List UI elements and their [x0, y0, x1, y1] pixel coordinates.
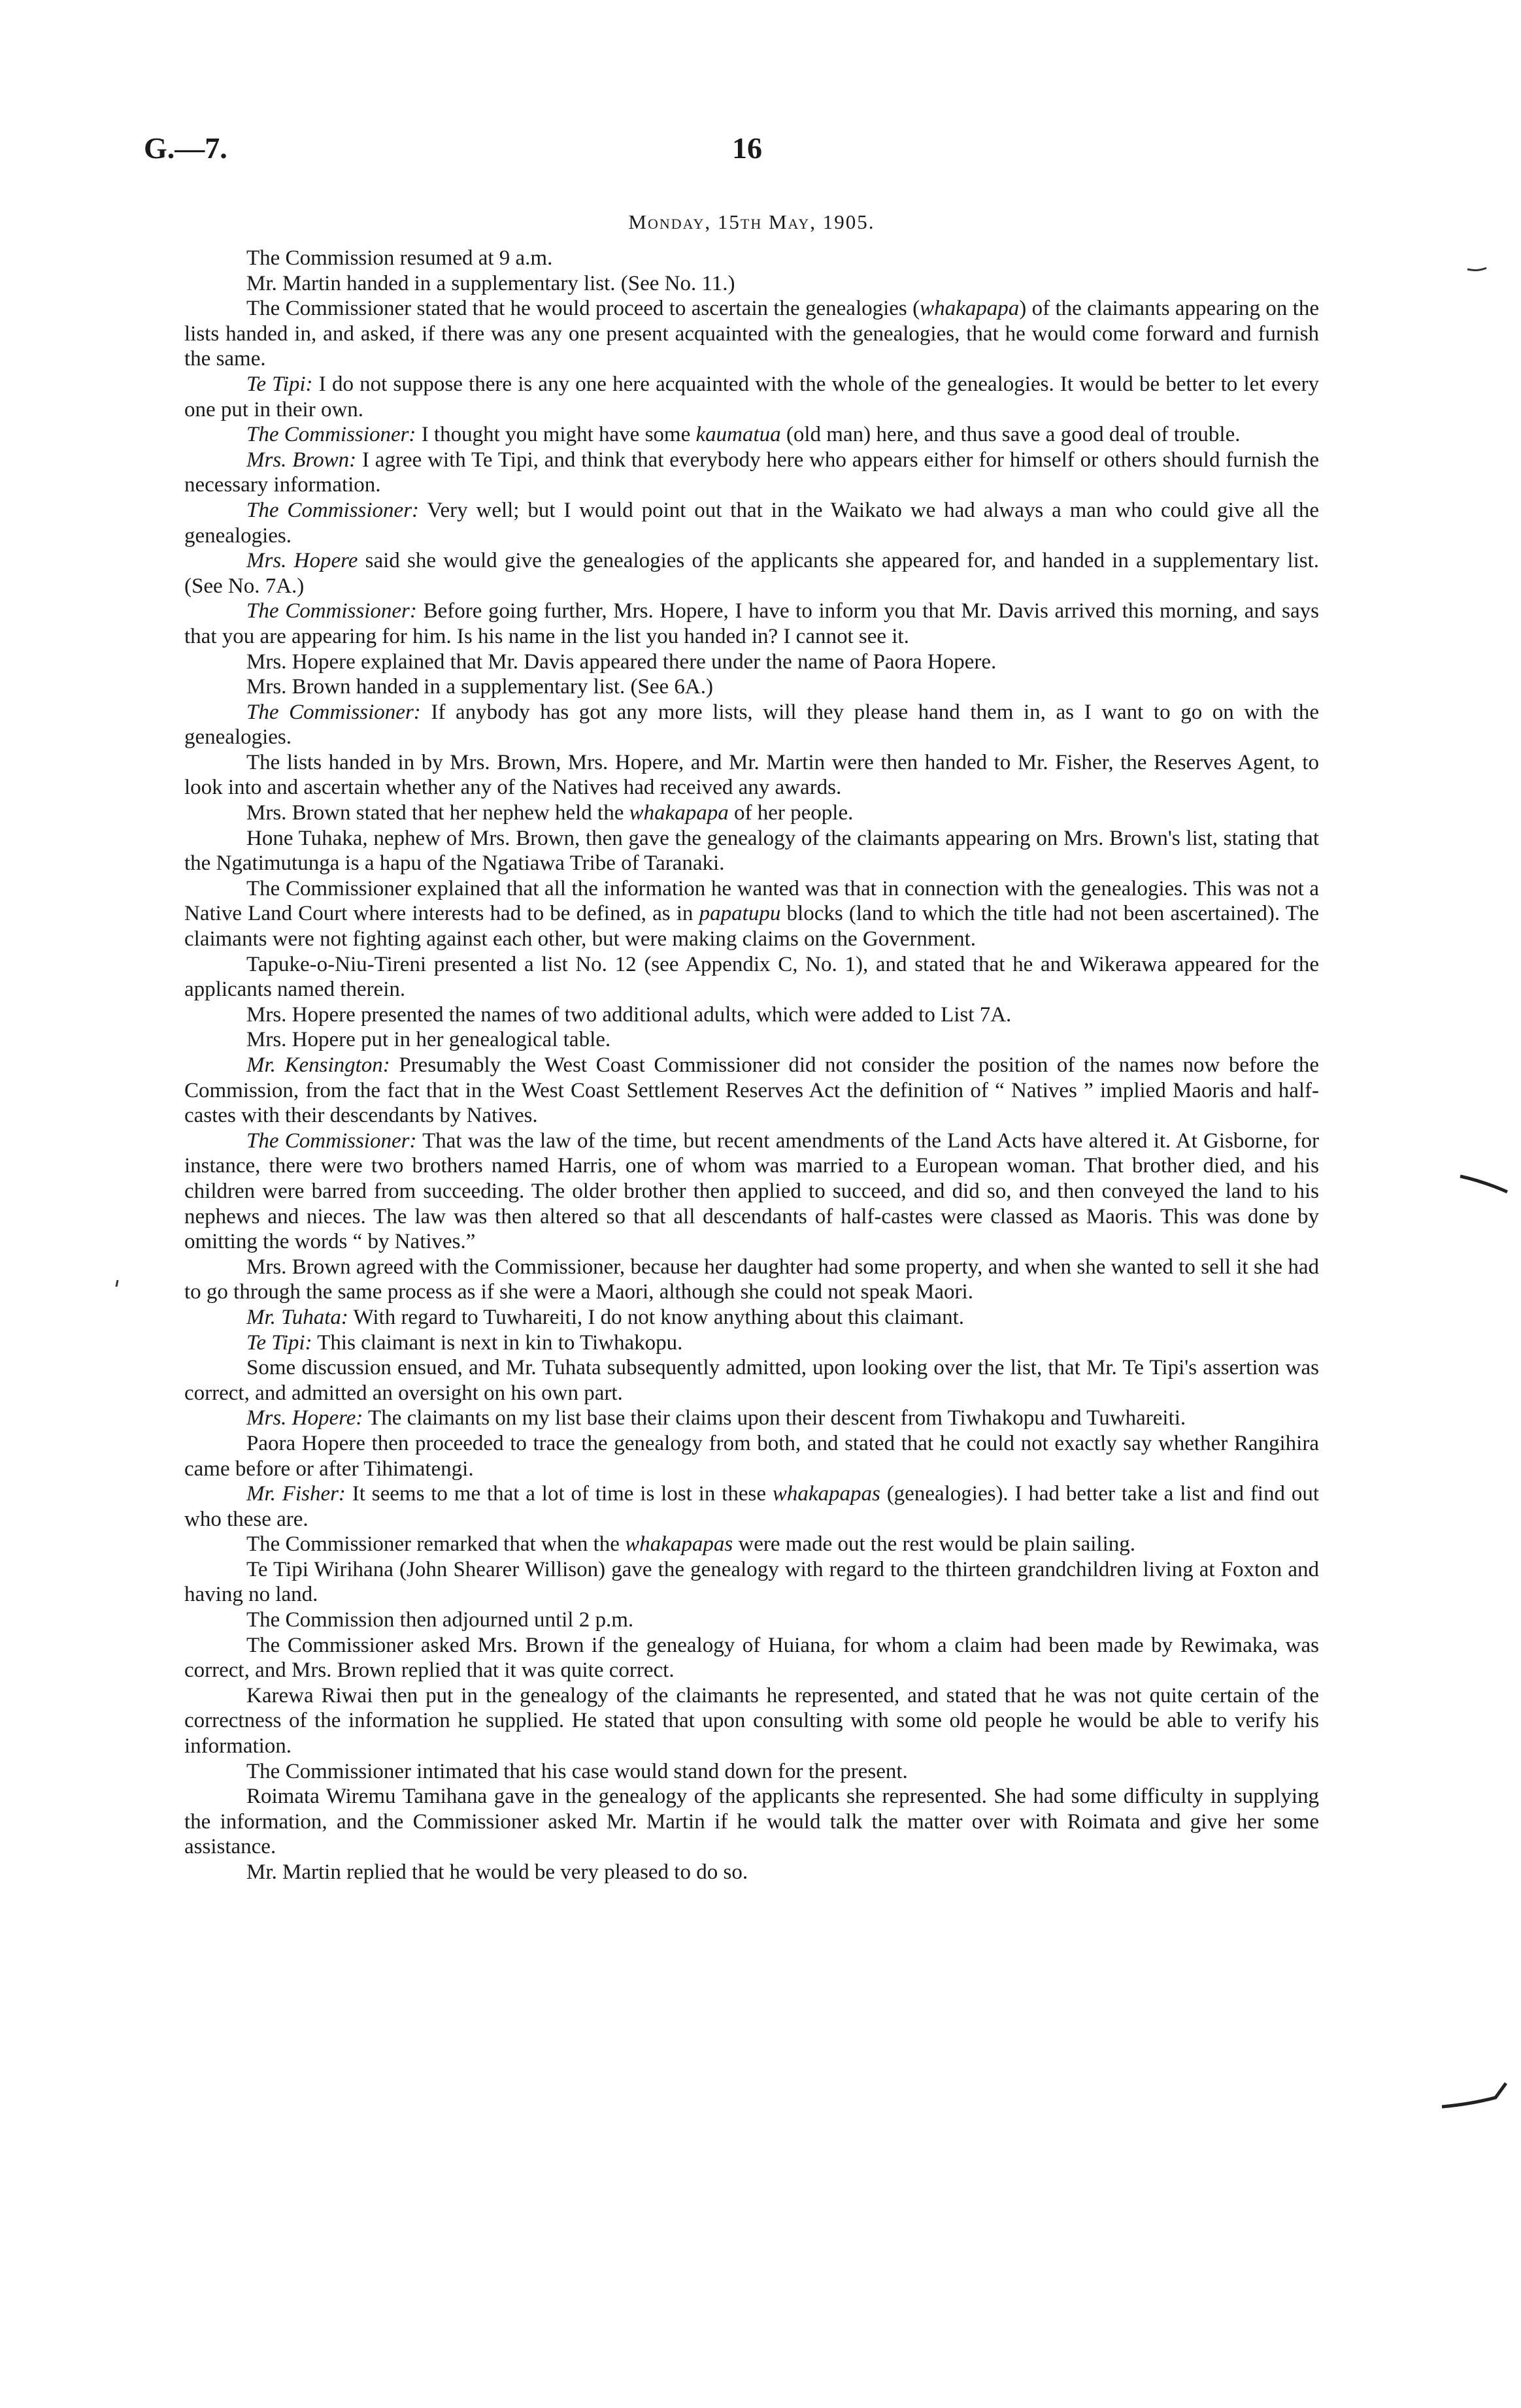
- paragraph: [184, 1002, 1319, 1028]
- paragraph: [184, 1481, 1319, 1532]
- speaker-name: Te Tipi:: [246, 1330, 312, 1355]
- speaker-name: The Commissioner:: [246, 599, 417, 623]
- paragraph: [184, 1330, 1319, 1356]
- paragraph-text: The Commissioner asked Mrs. Brown if the genealogy of Huiana, for whom a claim had been made by Rewimaka, was correct, and Mrs. Brown replied that it was quite correct.: [184, 1633, 1319, 1683]
- paragraph: [184, 1431, 1319, 1481]
- maori-term: papatupu: [699, 902, 781, 926]
- paragraph: [184, 1557, 1319, 1608]
- paragraph: [184, 1683, 1319, 1759]
- margin-mark-icon: [1438, 2078, 1510, 2117]
- paragraph: [184, 1053, 1319, 1129]
- paragraph-text: Mrs. Brown agreed with the Commissioner, because her daughter had some property, and when she wanted to sell it she had to go through the same process as if she were a Maori, although she could not speak Maori.: [184, 1255, 1319, 1304]
- speaker-name: Mr. Tuhata:: [246, 1305, 348, 1329]
- paragraph-text: The Commissioner remarked that when the: [246, 1532, 626, 1557]
- paragraph: [184, 800, 1319, 826]
- paragraph: [184, 750, 1319, 800]
- paragraph: [184, 599, 1319, 649]
- speaker-name: Te Tipi:: [246, 372, 313, 396]
- paragraph-text: With regard to Tuwhareiti, I do not know anything about this claimant.: [348, 1305, 964, 1329]
- paragraph-text: The claimants on my list base their claims upon their descent from Tiwhakopu and Tuwhareiti.: [363, 1406, 1186, 1430]
- page-header: [144, 131, 1386, 183]
- paragraph-text: If anybody has got any more lists, will they please hand them in, as I want to go on with the genealogies.: [184, 700, 1319, 750]
- page-number: 16: [732, 131, 762, 165]
- maori-term: kaumatua: [695, 423, 781, 447]
- paragraph-text: The Commission then adjourned until 2 p.m.: [246, 1608, 634, 1632]
- paragraph: [184, 422, 1319, 448]
- paragraph-text: The Commissioner stated that he would proceed to ascertain the genealogies (: [246, 297, 920, 321]
- date-heading: Monday, 15th May, 1905.: [628, 210, 875, 233]
- paragraph: [184, 1027, 1319, 1053]
- paragraph: [184, 296, 1319, 372]
- paragraph-text: Tapuke-o-Niu-Tireni presented a list No. 12 (see Appendix C, No. 1), and stated that he and Wikerawa appeared for the applicants named therein.: [184, 952, 1319, 1002]
- paragraph: [184, 548, 1319, 599]
- paragraph: [184, 372, 1319, 422]
- paragraph-text: That was the law of the time, but recent amendments of the Land Acts have altered it. At Gisborne, for instance, there were two brothers named Harris, one of whom was married to a European woman. That brother died, and his children were barred from succeeding. The older brother then applied to succeed, and did so, and then conveyed the land to his nephews and nieces. The law was then altered so that all descendants of half-castes were classed as Maoris. This was done by omitting the words “ by Natives.”: [184, 1129, 1319, 1254]
- paragraph: [184, 650, 1319, 675]
- document-body: [184, 210, 1319, 1885]
- maori-term: whakapapas: [625, 1532, 733, 1557]
- paragraph-text: Karewa Riwai then put in the genealogy of the claimants he represented, and stated that he was not quite certain of the correctness of the information he supplied. He stated that upon consulting with some old people he would be able to verify his information.: [184, 1683, 1319, 1758]
- paragraph: [184, 674, 1319, 700]
- paragraph-text: Mrs. Brown stated that her nephew held the: [246, 801, 629, 825]
- speaker-name: The Commissioner:: [246, 498, 420, 522]
- paragraph-text: blocks (land to which the title had not been ascertained). The claimants were not fighting against each other, but were making claims on the Government.: [184, 902, 1319, 951]
- maori-term: whakapapa: [920, 297, 1020, 321]
- margin-mark-icon: [1464, 255, 1490, 281]
- paragraph-text: of her people.: [728, 801, 854, 825]
- speaker-name: The Commissioner:: [246, 1129, 417, 1153]
- maori-term: whakapapa: [629, 801, 729, 825]
- paragraph: [184, 1532, 1319, 1557]
- paragraph: [184, 1784, 1319, 1860]
- paragraph: [184, 1860, 1319, 1885]
- paragraph: [184, 876, 1319, 952]
- paragraph-text: It seems to me that a lot of time is lost in these: [345, 1482, 773, 1506]
- paragraph: [184, 1305, 1319, 1330]
- document-reference: G.—7.: [144, 131, 227, 165]
- paragraph-text: Paora Hopere then proceeded to trace the genealogy from both, and stated that he could not exactly say whether Rangihira came before or after Tihimatengi.: [184, 1431, 1319, 1481]
- speaker-name: Mrs. Brown:: [246, 448, 357, 472]
- paragraph-text: Mr. Martin handed in a supplementary list. (See No. 11.): [246, 271, 735, 295]
- paragraph-text: Mrs. Hopere put in her genealogical table.: [246, 1028, 611, 1052]
- speaker-name: Mr. Kensington:: [246, 1053, 390, 1077]
- paragraph-text: Mr. Martin replied that he would be very pleased to do so.: [246, 1860, 748, 1884]
- paragraph-text: Te Tipi Wirihana (John Shearer Willison) gave the genealogy with regard to the thirteen grandchildren living at Foxton and having no land.: [184, 1557, 1319, 1607]
- margin-mark-icon: [1458, 1170, 1510, 1202]
- speaker-name: Mrs. Hopere:: [246, 1406, 363, 1430]
- paragraph-text: The Commission resumed at 9 a.m.: [246, 246, 553, 270]
- paragraph-text: were made out the rest would be plain sailing.: [733, 1532, 1136, 1557]
- paragraph-text: Presumably the West Coast Commissioner did not consider the position of the names now before the Commission, from the fact that in the West Coast Settlement Reserves Act the definition of “ Natives ” implied Maoris and half-castes with their descendants by Natives.: [184, 1053, 1320, 1128]
- speaker-name: The Commissioner:: [246, 423, 416, 447]
- paragraph-text: I thought you might have some: [416, 423, 696, 447]
- paragraph: [184, 826, 1319, 876]
- paragraph-text: Roimata Wiremu Tamihana gave in the genealogy of the applicants she represented. She had some difficulty in supplying the information, and the Commissioner asked Mr. Martin if he would talk the matter over with Roimata and give her some assistance.: [184, 1785, 1319, 1859]
- paragraph-text: Hone Tuhaka, nephew of Mrs. Brown, then gave the genealogy of the claimants appearing on Mrs. Brown's list, stating that the Ngatimutunga is a hapu of the Ngatiawa Tribe of Taranaki.: [184, 826, 1319, 876]
- paragraph-list: [184, 246, 1319, 1885]
- paragraph-text: Before going further, Mrs. Hopere, I have to inform you that Mr. Davis arrived this morning, and says that you are appearing for him. Is his name in the list you handed in? I cannot see it.: [184, 599, 1319, 648]
- paragraph-text: The Commissioner explained that all the information he wanted was that in connection with the genealogies. This was not a Native Land Court where interests had to be defined, as in: [184, 876, 1319, 926]
- paragraph: [184, 1759, 1319, 1785]
- paragraph-text: ) of the claimants appearing on the lists handed in, and asked, if there was any one present acquainted with the genealogies, that he would come forward and furnish the same.: [184, 297, 1319, 371]
- paragraph-text: Very well; but I would point out that in the Waikato we had always a man who could give all the genealogies.: [184, 498, 1319, 548]
- paragraph-text: (genealogies). I had better take a list and find out who these are.: [184, 1482, 1319, 1531]
- paragraph: [184, 448, 1319, 498]
- paragraph: [184, 1355, 1319, 1406]
- paragraph: [184, 1129, 1319, 1255]
- paragraph-text: Mrs. Hopere presented the names of two additional adults, which were added to List 7A.: [246, 1002, 1012, 1027]
- paragraph: [184, 700, 1319, 750]
- speaker-name: The Commissioner:: [246, 700, 421, 724]
- margin-mark-icon: [111, 1278, 124, 1291]
- paragraph-text: Mrs. Brown handed in a supplementary list. (See 6A.): [246, 675, 713, 699]
- paragraph-text: Some discussion ensued, and Mr. Tuhata subsequently admitted, upon looking over the list, that Mr. Te Tipi's assertion was correct, and admitted an oversight on his own part.: [184, 1356, 1319, 1405]
- paragraph: [184, 271, 1319, 297]
- paragraph: [184, 498, 1319, 548]
- maori-term: whakapapas: [772, 1482, 880, 1506]
- paragraph-text: I do not suppose there is any one here acquainted with the whole of the genealogies. It would be better to let every one put in their own.: [184, 372, 1319, 421]
- speaker-name: Mrs. Hopere: [246, 549, 358, 573]
- paragraph-text: This claimant is next in kin to Tiwhakopu.: [312, 1330, 683, 1355]
- paragraph: [184, 952, 1319, 1002]
- paragraph-text: Mrs. Hopere explained that Mr. Davis appeared there under the name of Paora Hopere.: [246, 650, 997, 674]
- paragraph: [184, 1406, 1319, 1431]
- paragraph: [184, 1608, 1319, 1633]
- paragraph-text: I agree with Te Tipi, and think that everybody here who appears either for himself or others should furnish the necessary information.: [184, 448, 1320, 497]
- paragraph-text: The lists handed in by Mrs. Brown, Mrs. Hopere, and Mr. Martin were then handed to Mr. Fisher, the Reserves Agent, to look into and ascertain whether any of the Natives had received any awards.: [184, 750, 1319, 800]
- paragraph-text: said she would give the genealogies of the applicants she appeared for, and handed in a supplementary list. (See No. 7A.): [184, 549, 1319, 598]
- paragraph: [184, 1255, 1319, 1305]
- paragraph: [184, 1633, 1319, 1683]
- speaker-name: Mr. Fisher:: [246, 1482, 346, 1506]
- paragraph-text: (old man) here, and thus save a good deal of trouble.: [780, 423, 1241, 447]
- paragraph: [184, 246, 1319, 271]
- paragraph-text: The Commissioner intimated that his case would stand down for the present.: [246, 1759, 908, 1783]
